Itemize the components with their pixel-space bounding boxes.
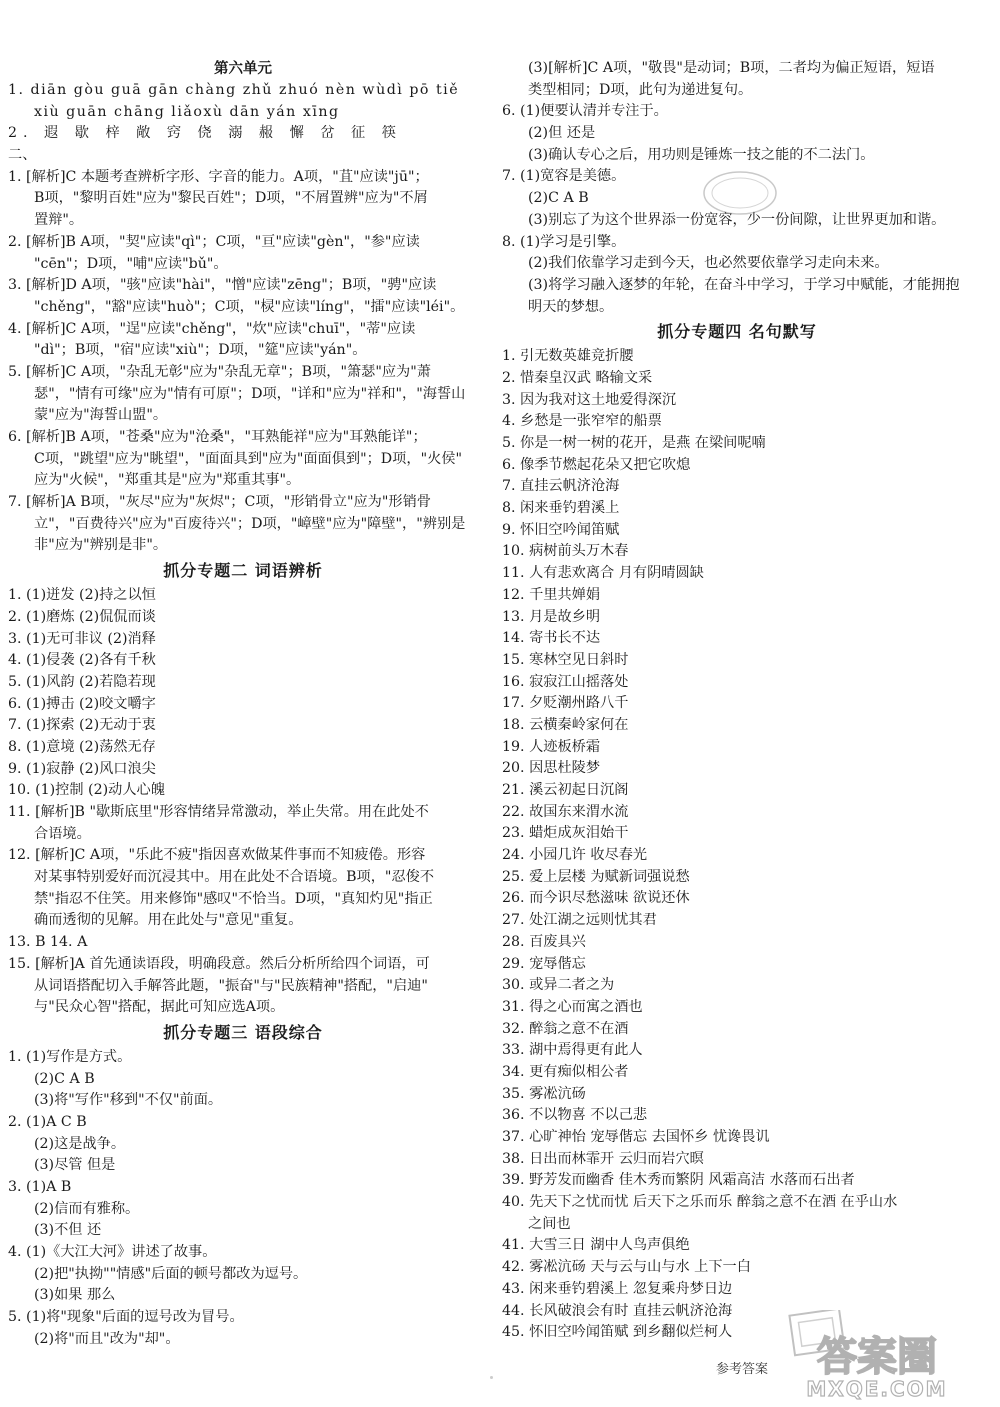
answer-line: 26. 而今识尽愁滋味 欲说还休 bbox=[502, 890, 690, 907]
unit-title: 第六单元 bbox=[214, 60, 272, 77]
analysis-line: 蒙"应为"海誓山盟"。 bbox=[34, 407, 168, 424]
section-4-answers bbox=[502, 346, 972, 1344]
right-column bbox=[502, 58, 972, 1344]
answer-line: 22. 故国东来渭水流 bbox=[502, 803, 629, 820]
answer-line: 对某事特别爱好而沉浸其中。用在此处不合语境。B项，"忍俊不 bbox=[34, 869, 435, 886]
analysis-line: 应为"火候"，"郑重其是"应为"郑重其事"。 bbox=[34, 472, 301, 489]
answer-line: 禁"指忍不住笑。用来修饰"感叹"不恰当。D项，"真知灼见"指正 bbox=[34, 890, 433, 907]
answer-line: 29. 宠辱偕忘 bbox=[502, 955, 586, 972]
analysis-line: C项，"跳望"应为"眺望"，"面面具到"应为"面面俱到"；D项，"火侯" bbox=[34, 450, 462, 467]
answer-line: 41. 大雪三日 湖中人鸟声俱绝 bbox=[502, 1237, 690, 1254]
analysis-line: 置辩"。 bbox=[34, 212, 84, 229]
section-title: 抓分专题三 语段综合 bbox=[163, 1022, 323, 1042]
answer-line: 39. 野芳发而幽香 佳木秀而繁阴 风霜高洁 水落而石出者 bbox=[502, 1172, 855, 1189]
answer-line: 9. 怀旧空吟闻笛赋 bbox=[502, 521, 620, 538]
answer-line: 7. (1)宽容是美德。 bbox=[502, 168, 626, 185]
answer-line: 之间也 bbox=[528, 1215, 571, 1232]
characters-line: 2. 遐 歇 梓 敞 窍 侥 溺 赧 懈 岔 征 筷 bbox=[8, 125, 402, 142]
answer-line: 43. 闲来垂钓碧溪上 忽复乘舟梦日边 bbox=[502, 1280, 733, 1297]
answer-line: 4. (1)《大江大河》讲述了故事。 bbox=[8, 1244, 217, 1261]
answer-line: 20. 因思杜陵梦 bbox=[502, 760, 601, 777]
analysis-line: 瑟"，"情有可缘"应为"情有可原"；D项，"详和"应为"祥和"，"海誓山 bbox=[34, 385, 466, 402]
section-2-answers bbox=[8, 585, 478, 1019]
answer-line: (2)这是战争。 bbox=[34, 1135, 126, 1152]
answer-line: 34. 更有痴似相公者 bbox=[502, 1063, 629, 1080]
analysis-line: B项，"黎明百姓"应为"黎民百姓"；D项，"不屑置辨"应为"不屑 bbox=[34, 190, 428, 207]
analysis-line: 3. [解析]D A项，"骇"应读"hài"，"憎"应读"zēng"；B项，"骋"应读 bbox=[8, 277, 437, 294]
answer-line: 9. (1)寂静 (2)风口浪尖 bbox=[8, 760, 156, 777]
answer-line: (2)C A B bbox=[528, 190, 589, 207]
analysis-block bbox=[8, 167, 478, 557]
answer-line: 合语境。 bbox=[34, 825, 91, 842]
answer-line: 35. 雾凇沆砀 bbox=[502, 1085, 586, 1102]
answer-line: 13. 月是故乡明 bbox=[502, 608, 601, 625]
answer-line: 15. [解析]A 首先通读语段，明确段意。然后分析所给四个词语，可 bbox=[8, 955, 430, 972]
answer-line: 7. (1)探索 (2)无动于衷 bbox=[8, 717, 156, 734]
answer-line: (3)如果 那么 bbox=[34, 1287, 116, 1304]
answer-line: 25. 爱上层楼 为赋新词强说愁 bbox=[502, 868, 690, 885]
analysis-line: 4. [解析]C A项，"逞"应读"chěng"，"炊"应读"chuī"，"蒂"应读 bbox=[8, 320, 416, 337]
answer-line: 2. 惜秦皇汉武 略输文采 bbox=[502, 369, 653, 386]
pinyin-line: xiù guān chāng liǎoxù dān yán xīng bbox=[34, 103, 340, 120]
answer-line: (3)将学习融入逐梦的年轮，在奋斗中学习，于学习中赋能，才能拥抱 bbox=[528, 276, 960, 293]
answer-line: 1. 引无数英雄竞折腰 bbox=[502, 348, 634, 365]
analysis-line: 5. [解析]C A项，"杂乱无彰"应为"杂乱无章"；B项，"箫瑟"应为"萧 bbox=[8, 363, 431, 380]
answer-line: 30. 或异二者之为 bbox=[502, 977, 615, 994]
answer-line: 14. 寄书长不达 bbox=[502, 630, 601, 647]
answer-line: (3)确认专心之后，用功则是锤炼一技之能的不二法门。 bbox=[528, 146, 875, 163]
answer-line: 4. 乡愁是一张窄窄的船票 bbox=[502, 413, 662, 430]
answer-line: 1. (1)迸发 (2)持之以恒 bbox=[8, 587, 156, 604]
answer-line: 6. 像季节燃起花朵又把它吹熄 bbox=[502, 456, 691, 473]
answer-line: 5. (1)将"现象"后面的逗号改为冒号。 bbox=[8, 1309, 244, 1326]
answer-line: 11. [解析]B "歇斯底里"形容情绪异常激动，举止失常。用在此处不 bbox=[8, 804, 429, 820]
answer-line: 16. 寂寂江山摇落处 bbox=[502, 673, 629, 690]
answer-line: 12. 千里共婵娟 bbox=[502, 586, 601, 603]
answer-line: 19. 人迹板桥霜 bbox=[502, 738, 601, 755]
analysis-line: "cēn"；D项，"哺"应读"bǔ"。 bbox=[34, 255, 228, 272]
answer-line: 33. 湖中焉得更有此人 bbox=[502, 1042, 643, 1059]
answer-line: 3. (1)无可非议 (2)消释 bbox=[8, 630, 156, 647]
answer-line: 与"民众心智"搭配，据此可知应选A项。 bbox=[34, 999, 285, 1016]
answer-line: 45. 怀旧空吟闻笛赋 到乡翻似烂柯人 bbox=[502, 1324, 733, 1341]
answer-line: (2)但 还是 bbox=[528, 125, 596, 142]
column-divider bbox=[487, 60, 488, 1380]
answer-line: (2)把"执拗""情感"后面的顿号都改为逗号。 bbox=[34, 1265, 308, 1282]
analysis-line: "chěng"，"豁"应读"huò"；C项，"棂"应读"líng"，"擂"应读"léi"。 bbox=[34, 298, 465, 315]
answer-line: (2)C A B bbox=[34, 1070, 95, 1087]
analysis-line: 1. [解析]C 本题考查辨析字形、字音的能力。A项，"苴"应读"jū"； bbox=[8, 168, 429, 185]
answer-line: 37. 心旷神怡 宠辱偕忘 去国怀乡 忧谗畏讥 bbox=[502, 1129, 770, 1145]
answer-line: 明天的梦想。 bbox=[528, 298, 614, 315]
analysis-line: 2. [解析]B A项，"契"应读"qì"；C项，"亘"应读"gèn"，"参"应读 bbox=[8, 233, 420, 250]
answer-line: 28. 百废具兴 bbox=[502, 933, 586, 950]
footer-label: 参考答案 bbox=[715, 1362, 768, 1377]
analysis-line: 非"应为"辨别是非"。 bbox=[34, 537, 168, 554]
watermark-url: MXQE.COM bbox=[806, 1377, 948, 1400]
answer-line: 21. 溪云初起日沉阁 bbox=[502, 782, 629, 798]
answer-line: 18. 云横秦岭家何在 bbox=[502, 716, 629, 733]
answer-line: (3)[解析]C A项，"敬畏"是动词；B项，二者均为偏正短语，短语 bbox=[528, 60, 935, 76]
answer-line: (3)别忘了为这个世界添一份宽容，少一份间隙，让世界更加和谐。 bbox=[528, 211, 946, 228]
answer-line: 31. 得之心而寓之酒也 bbox=[502, 998, 643, 1015]
answer-line: 38. 日出而林霏开 云归而岩穴暝 bbox=[502, 1150, 704, 1167]
answer-line: 8. (1)意境 (2)荡然无存 bbox=[8, 738, 156, 755]
answer-line: 确而透彻的见解。用在此处与"意见"重复。 bbox=[34, 912, 303, 929]
answer-line: 36. 不以物喜 不以己悲 bbox=[502, 1107, 648, 1124]
answer-line: 1. (1)写作是方式。 bbox=[8, 1048, 132, 1065]
page-dot bbox=[490, 1376, 493, 1379]
answer-line: 27. 处江湖之远则忧其君 bbox=[502, 912, 657, 929]
answer-line: 4. (1)侵袭 (2)各有千秋 bbox=[8, 652, 156, 669]
answer-line: 10. 病树前头万木春 bbox=[502, 543, 629, 560]
stamp-mark bbox=[700, 168, 780, 218]
analysis-line: "dì"；B项，"宿"应读"xiù"；D项，"筵"应读"yán"。 bbox=[34, 342, 367, 359]
answer-line: 3. 因为我对这土地爱得深沉 bbox=[502, 391, 677, 408]
left-column bbox=[8, 58, 478, 1351]
answer-line: (3)尽管 但是 bbox=[34, 1157, 116, 1174]
section-title: 抓分专题四 名句默写 bbox=[657, 322, 817, 342]
answer-line: 10. (1)控制 (2)动人心魄 bbox=[8, 782, 165, 799]
analysis-line: 6. [解析]B A项，"苍桑"应为"沧桑"，"耳熟能祥"应为"耳熟能详"； bbox=[8, 429, 427, 445]
answer-line: 5. (1)风韵 (2)若隐若现 bbox=[8, 673, 156, 690]
answer-line: (3)将"写作"移到"不仅"前面。 bbox=[34, 1092, 223, 1109]
answer-line: 42. 雾凇沆砀 天与云与山与水 上下一白 bbox=[502, 1259, 751, 1276]
answer-line: 6. (1)搏击 (2)咬文嚼字 bbox=[8, 695, 156, 712]
answer-line: 13. B 14. A bbox=[8, 934, 88, 951]
answer-line: 8. (1)学习是引擎。 bbox=[502, 233, 626, 250]
answer-line: 2. (1)磨炼 (2)侃侃而谈 bbox=[8, 608, 156, 625]
answer-line: 8. 闲来垂钓碧溪上 bbox=[502, 500, 620, 517]
answer-line: 类型相同；D项，此句为递进复句。 bbox=[528, 81, 753, 98]
answer-line: 12. [解析]C A项，"乐此不疲"指因喜欢做某件事而不知疲倦。形容 bbox=[8, 847, 426, 864]
pinyin-line: 1. diān gòu guā gān chàng zhǔ zhuó nèn wùdì pō tiě bbox=[8, 82, 460, 98]
watermark-text: 答案圈 bbox=[817, 1334, 937, 1380]
answer-line: 32. 醉翁之意不在酒 bbox=[502, 1020, 629, 1037]
answer-line: 2. (1)A C B bbox=[8, 1113, 87, 1130]
answer-line: 23. 蜡炬成灰泪始干 bbox=[502, 825, 629, 842]
answer-line: 11. 人有悲欢离合 月有阴晴圆缺 bbox=[502, 565, 704, 582]
answer-line: 15. 寒林空见日斜时 bbox=[502, 651, 629, 668]
answer-line: 24. 小园几许 收尽春光 bbox=[502, 847, 648, 864]
answer-line: 7. 直挂云帆济沧海 bbox=[502, 478, 620, 495]
answer-line: 5. 你是一树一树的花开，是燕 在梁间呢喃 bbox=[502, 435, 766, 451]
analysis-line: 立"，"百费待兴"应为"百废待兴"；D项，"嶂壁"应为"障壁"，"辨别是 bbox=[34, 515, 466, 532]
section-title: 抓分专题二 词语辨析 bbox=[163, 561, 323, 581]
answer-line: (2)将"而且"改为"却"。 bbox=[34, 1330, 180, 1347]
watermark-logo bbox=[772, 1310, 982, 1400]
answer-line: (2)信而有雅称。 bbox=[34, 1200, 140, 1217]
answer-line: 3. (1)A B bbox=[8, 1179, 72, 1195]
analysis-line: 7. [解析]A B项，"灰尽"应为"灰烬"；C项，"形销骨立"应为"形销骨 bbox=[8, 494, 431, 511]
answer-line: 40. 先天下之忧而忧 后天下之乐而乐 醉翁之意不在酒 在乎山水 bbox=[502, 1194, 898, 1211]
answer-line: (2)我们依靠学习走到今天，也必然要依靠学习走向未来。 bbox=[528, 255, 889, 272]
section-marker: 二、 bbox=[8, 147, 37, 164]
answer-line: 17. 夕贬潮州路八千 bbox=[502, 695, 629, 712]
answer-line: 6. (1)便要认清并专注于。 bbox=[502, 103, 668, 120]
answer-line: 44. 长风破浪会有时 直挂云帆济沧海 bbox=[502, 1302, 733, 1319]
answer-line: (3)不但 还 bbox=[34, 1222, 102, 1239]
answer-line: 从词语搭配切入手解答此题，"振奋"与"民族精神"搭配，"启迪" bbox=[34, 977, 428, 994]
section-3-answers bbox=[8, 1047, 478, 1351]
